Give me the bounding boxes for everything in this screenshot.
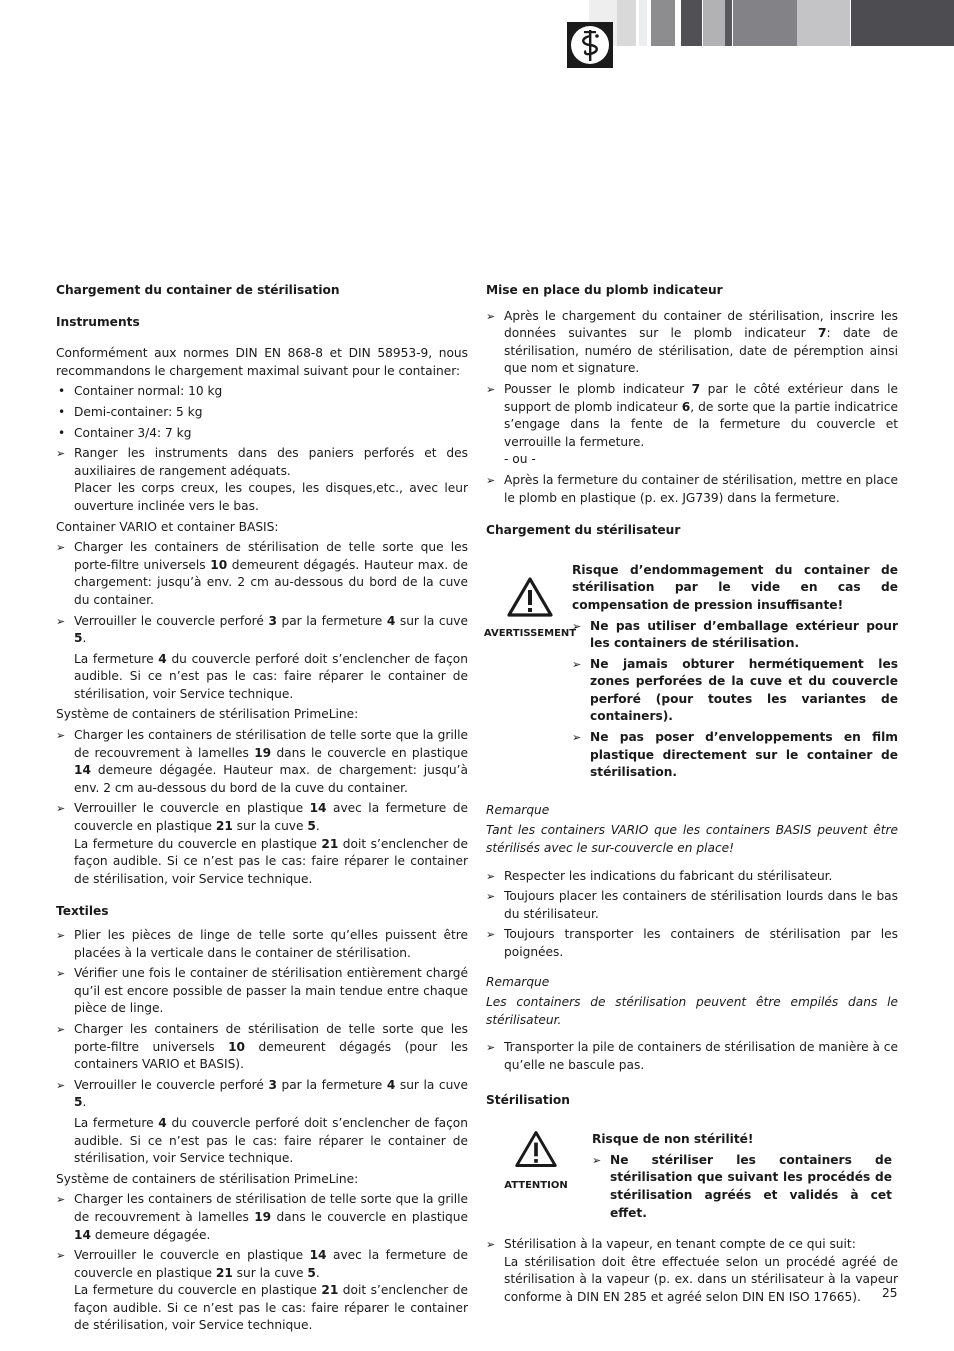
sterilisateur-heading: Chargement du stérilisateur	[486, 523, 681, 538]
warning-box	[483, 562, 898, 782]
instruction-step: ➢ Verrouiller le couvercle perforé 3 par la fermeture 4 sur la cuve 5.	[56, 613, 468, 648]
primeline-label: Système de containers de stérilisation PrimeLine:	[56, 1171, 359, 1186]
instruction-step: ➢ Pousser le plomb indicateur 7 par le côté extérieur dans le support de plomb indicateur 6, de sorte que la partie indicatrice s’engage dans la fente de la fermeture du couvercle et verrouille la fermeture. - ou -	[486, 381, 898, 469]
instruction-step: ➢ Charger les containers de stérilisation de telle sorte que la grille de recouvrement à lamelles 19 dans le couvercle en plastique 14 demeure dégagée.	[56, 1191, 468, 1244]
warning-symbol	[480, 576, 580, 643]
header-block	[639, 0, 647, 46]
attention-item: ➢ Ne stériliser les containers de stérilisation que suivant les procédés de stérilisation agréés et validés à cet effet.	[592, 1152, 892, 1222]
warning-text: Risque d’endommagement du container de stérilisation par le vide en cas de compensation de pression insuffisante! ➢ Ne pas utiliser d’emballage extérieur pour les containers de stérilisation. ➢ Ne jamais obturer hermétiquement les zones perforées de la cuve et du couvercle perforé (pour toutes les variantes de containers). ➢ Ne pas poser d’enveloppements en film plastique directement sur le container de stérilisation.	[572, 562, 898, 782]
list-item: • Demi-container: 5 kg	[56, 404, 468, 422]
list-item: • Container 3/4: 7 kg	[56, 425, 468, 443]
note-text: Tant les containers VARIO que les containers BASIS peuvent être stérilisés avec le sur-couvercle en place!	[486, 823, 898, 856]
instruction-step: ➢ Verrouiller le couvercle en plastique 14 avec la fermeture de couvercle en plastique 21 sur la cuve 5. La fermeture du couvercle en plastique 21 doit s’enclencher de façon audible. Si ce n’est pas le cas: faire réparer le container de stérilisation, voir Service technique.	[56, 1247, 468, 1335]
instruction-step: ➢ Stérilisation à la vapeur, en tenant compte de ce qui suit: La stérilisation doit être effectuée selon un procédé agréé de stérilisation à la vapeur (p. ex. dans un stérilisateur à la vapeur conforme à DIN EN 285 et agréé selon DIN EN ISO 17665).	[486, 1236, 898, 1306]
attention-text: Risque de non stérilité! ➢ Ne stériliser les containers de stérilisation que suivant les procédés de stérilisation agréés et validés à cet effet.	[592, 1131, 892, 1222]
instruction-step: ➢ Verrouiller le couvercle en plastique 14 avec la fermeture de couvercle en plastique 21 sur la cuve 5. La fermeture du couvercle en plastique 21 doit s’enclencher de façon audible. Si ce n’est pas le cas: faire réparer le container de stérilisation, voir Service technique.	[56, 800, 468, 888]
sterilisation-heading: Stérilisation	[486, 1092, 570, 1107]
instruction-detail: La fermeture 4 du couvercle perforé doit s’enclencher de façon audible. Si ce n’est pas le cas: faire réparer le container de stérilisation, voir Service technique.	[74, 651, 468, 701]
header-block	[851, 0, 954, 46]
instruction-step: ➢ Après la fermeture du container de stérilisation, mettre en place le plomb en plastique (p. ex. JG739) dans la fermeture.	[486, 472, 898, 507]
instruction-step: ➢ Plier les pièces de linge de telle sorte qu’elles puissent être placées à la verticale dans le container de stérilisation.	[56, 927, 468, 962]
vario-label: Container VARIO et container BASIS:	[56, 519, 279, 534]
note-label: Remarque	[486, 974, 550, 989]
note-label: Remarque	[486, 802, 550, 817]
instruction-step: ➢ Ranger les instruments dans des paniers perforés et des auxiliaires de rangement adéquats. Placer les corps creux, les coupes, les disques,etc., avec leur ouverture inclinée vers le bas.	[56, 445, 468, 515]
instruction-step: ➢ Transporter la pile de containers de stérilisation de manière à ce qu’elle ne bascule pas.	[486, 1039, 898, 1074]
header-block	[725, 0, 732, 46]
instruction-step: ➢ Toujours placer les containers de stérilisation lourds dans le bas du stérilisateur.	[486, 888, 898, 923]
instruments-heading: Instruments	[56, 314, 140, 329]
instruction-detail: La fermeture 4 du couvercle perforé doit s’enclencher de façon audible. Si ce n’est pas le cas: faire réparer le container de stérilisation, voir Service technique.	[74, 1115, 468, 1166]
header-block	[651, 0, 675, 46]
header-block	[681, 0, 702, 46]
page-number: 25	[882, 1286, 898, 1300]
instruction-step: ➢ Charger les containers de stérilisation de telle sorte que la grille de recouvrement à lamelles 19 dans le couvercle en plastique 14 demeure dégagée. Hauteur max. de chargement: jusqu’à env. 2 cm au-dessous du bord de la cuve du container.	[56, 727, 468, 797]
warning-label: AVERTISSEMENT	[483, 628, 577, 640]
warning-item: ➢ Ne pas poser d’enveloppements en film plastique directement sur le container de stérilisation.	[572, 729, 898, 782]
instruction-step: ➢ Respecter les indications du fabricant du stérilisateur.	[486, 868, 898, 886]
right-column	[483, 282, 898, 1310]
warning-triangle-icon	[506, 576, 554, 618]
instruments-intro: Conformément aux normes DIN EN 868-8 et DIN 58953-9, nous recommandons le chargement maximal suivant pour le container:	[56, 346, 468, 378]
aesculap-logo-icon	[567, 22, 613, 68]
instruction-step: ➢ Vérifier une fois le container de stérilisation entièrement chargé qu’il est encore possible de passer la main tendue entre chaque pièce de linge.	[56, 965, 468, 1018]
instruction-step: ➢ Charger les containers de stérilisation de telle sorte que les porte-filtre universels 10 demeurent dégagés (pour les containers VARIO et BASIS).	[56, 1021, 468, 1074]
textiles-heading: Textiles	[56, 904, 109, 919]
warning-item: ➢ Ne jamais obturer hermétiquement les zones perforées de la cuve et du couvercle perforé (pour toutes les variantes de containers).	[572, 656, 898, 726]
header-block	[797, 0, 850, 46]
primeline-label: Système de containers de stérilisation PrimeLine:	[56, 707, 359, 722]
instruction-step: ➢ Toujours transporter les containers de stérilisation par les poignées.	[486, 926, 898, 961]
header-block	[703, 0, 725, 46]
instruction-step: ➢ Verrouiller le couvercle perforé 3 par la fermeture 4 sur la cuve 5.	[56, 1077, 468, 1112]
attention-box	[486, 1131, 898, 1222]
left-column	[56, 282, 468, 1338]
header-block	[617, 0, 636, 46]
note-text: Les containers de stérilisation peuvent être empilés dans le stérilisateur.	[486, 995, 898, 1027]
list-item: • Container normal: 10 kg	[56, 383, 468, 401]
warning-item: ➢ Ne pas utiliser d’emballage extérieur pour les containers de stérilisation.	[572, 618, 898, 653]
warning-triangle-icon	[514, 1129, 558, 1169]
section-title: Chargement du container de stérilisation	[56, 283, 340, 297]
attention-symbol	[486, 1129, 586, 1194]
instruction-step: ➢ Après le chargement du container de stérilisation, inscrire les données suivantes sur le plomb indicateur 7: date de stérilisation, numéro de stérilisation, date de péremption ainsi que nom et signature.	[486, 308, 898, 378]
header-block	[733, 0, 797, 46]
instruction-step: ➢ Charger les containers de stérilisation de telle sorte que les porte-filtre universels 10 demeurent dégagés. Hauteur max. de chargement: jusqu’à env. 2 cm au-dessous du bord de la cuve du container.	[56, 539, 468, 609]
plomb-heading: Mise en place du plomb indicateur	[486, 283, 723, 297]
attention-label: ATTENTION	[504, 1179, 568, 1191]
